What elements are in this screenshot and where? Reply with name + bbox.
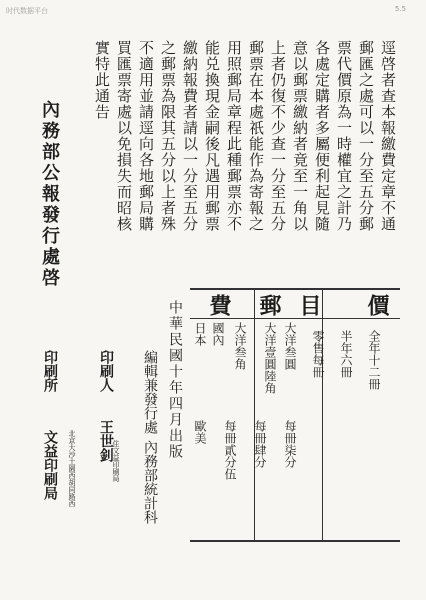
table-rule xyxy=(190,318,400,319)
notice-line: 不適用並請逕向各地郵局購 xyxy=(137,40,155,232)
pub-date: 中華民國十年四月出版 xyxy=(167,300,183,460)
notice-line: 用照郵局章程此種郵票亦不 xyxy=(225,40,243,232)
half-label: 半年六冊 xyxy=(339,330,353,378)
notice-line: 票代價原為一時權宜之計乃 xyxy=(335,40,353,232)
printer-label: 印刷人 xyxy=(98,350,114,392)
notice-line: 上者仍復不少查一分至五分 xyxy=(269,40,287,232)
table-divider xyxy=(322,288,323,542)
price-single: 大洋叁角 xyxy=(233,322,247,370)
editor-label: 編輯兼發行處 xyxy=(142,350,158,434)
press: 文益印刷局 xyxy=(42,430,58,500)
fee-japan: 每冊肆分 xyxy=(253,420,267,468)
notice-line: 各處定購者多屬便利起見隨 xyxy=(313,40,331,232)
price-annual: 大洋叁圓 xyxy=(283,322,297,370)
notice-line: 繳納報費者請以一分至五分 xyxy=(181,40,199,232)
table-rule-bottom xyxy=(190,540,400,542)
printer-addr: 住文益印刷局 xyxy=(112,440,120,482)
annual-label: 全年十二冊 xyxy=(367,330,381,390)
postage-head: 郵 xyxy=(256,294,282,316)
notice-line: 之郵票為限其五分以上者殊 xyxy=(159,40,177,232)
notice-signature: 內務部公報發行處啓 xyxy=(39,100,60,289)
printer: 王世釗 xyxy=(98,420,114,462)
notice-line: 買匯票寄處以免損失而昭核 xyxy=(115,40,133,232)
notice-line: 能兑換現金嗣後凡遇用郵票 xyxy=(203,40,221,232)
price-head: 價 xyxy=(364,294,390,316)
table-rule-top xyxy=(190,288,400,290)
editor: 內務部統計科 xyxy=(142,440,158,524)
page-mark: 5.5 xyxy=(394,5,406,13)
single-label: 零售每冊 xyxy=(311,330,325,378)
region-japan: 日本 xyxy=(193,322,207,346)
notice-line: 郵票在本處祇能作為寄報之 xyxy=(247,40,265,232)
notice-line: 郵匯之處可以一分至五分郵 xyxy=(357,40,375,232)
notice-line: 意以郵票繳納者竟至一角以 xyxy=(291,40,309,232)
table-divider xyxy=(254,288,255,542)
fee-west: 每冊柒分 xyxy=(283,420,297,468)
fee-domestic: 每冊貳分伍 xyxy=(223,420,237,480)
press-label: 印刷所 xyxy=(42,350,58,392)
fee-head: 費 xyxy=(206,294,232,316)
notice-line: 逕啓者查本報繳費定章不通 xyxy=(379,40,397,232)
watermark: 时代数据平台 xyxy=(6,7,48,15)
press-addr: 北京大沙土園西胡同路西 xyxy=(68,430,76,507)
region-domestic: 國內 xyxy=(211,322,225,346)
price-half: 大洋壹圓陸角 xyxy=(263,322,277,394)
notice-line: 實特此通告 xyxy=(93,40,111,120)
region-west: 歐美 xyxy=(193,420,207,444)
region-head: 目 xyxy=(296,294,322,316)
